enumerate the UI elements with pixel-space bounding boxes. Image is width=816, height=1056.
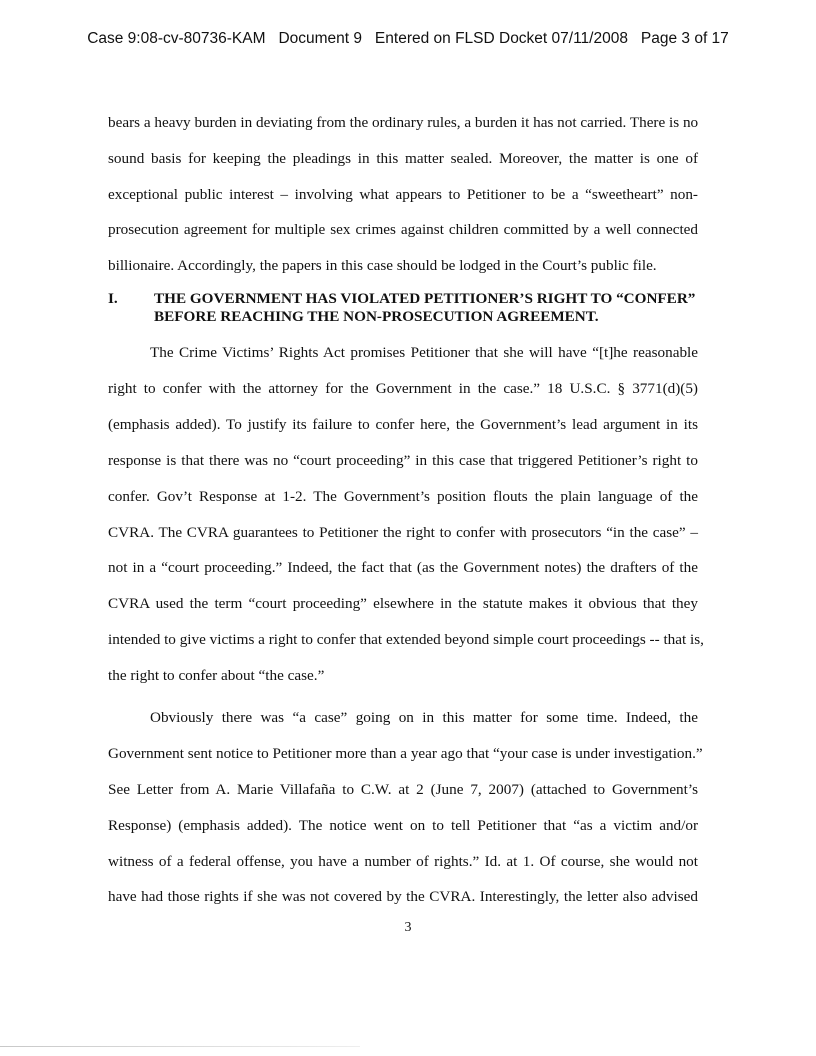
page-number: 3 bbox=[404, 920, 412, 935]
body-line: billionaire. Accordingly, the papers in this case should be lodged in the Court’s public file. bbox=[108, 257, 657, 274]
body-line: CVRA used the term “court proceeding” elsewhere in the statute makes it obvious that they bbox=[108, 595, 698, 612]
body-line: bears a heavy burden in deviating from the ordinary rules, a burden it has not carried. There is no bbox=[108, 114, 699, 131]
section-number: I. bbox=[108, 290, 118, 307]
body-line: prosecution agreement for multiple sex crimes against children committed by a well connected bbox=[108, 221, 698, 238]
body-line: right to confer with the attorney for the Government in the case.” 18 U.S.C. § 3771(d)(5) bbox=[108, 380, 698, 397]
section-heading bbox=[108, 290, 708, 308]
body-line: sound basis for keeping the pleadings in this matter sealed. Moreover, the matter is one of bbox=[108, 150, 698, 167]
body-line: witness of a federal offense, you have a number of rights.” Id. at 1. Of course, she would not bbox=[108, 853, 698, 870]
scan-artifact-line bbox=[0, 1046, 360, 1047]
body-line: confer. Gov’t Response at 1-2. The Government’s position flouts the plain language of the bbox=[108, 488, 698, 505]
section-title-line-2: BEFORE REACHING THE NON-PROSECUTION AGREEMENT. bbox=[154, 308, 599, 325]
body-line: exceptional public interest – involving what appears to Petitioner to be a “sweetheart” non- bbox=[108, 186, 698, 203]
body-line: intended to give victims a right to confer that extended beyond simple court proceedings -- that is, bbox=[108, 631, 704, 648]
section-title-line-1: THE GOVERNMENT HAS VIOLATED PETITIONER’S RIGHT TO “CONFER” bbox=[154, 290, 696, 307]
body-line: See Letter from A. Marie Villafaña to C.W. at 2 (June 7, 2007) (attached to Government’s bbox=[108, 781, 698, 798]
body-line: the right to confer about “the case.” bbox=[108, 667, 325, 684]
body-line: The Crime Victims’ Rights Act promises Petitioner that she will have “[t]he reasonable bbox=[150, 344, 698, 361]
body-line: Government sent notice to Petitioner more than a year ago that “your case is under investigation.” bbox=[108, 745, 703, 762]
section-heading-cont bbox=[108, 308, 708, 326]
body-line: (emphasis added). To justify its failure to confer here, the Government’s lead argument in its bbox=[108, 416, 698, 433]
body-line: Obviously there was “a case” going on in this matter for some time. Indeed, the bbox=[150, 709, 698, 726]
body-line: have had those rights if she was not covered by the CVRA. Interestingly, the letter also advised bbox=[108, 888, 698, 905]
body-line: CVRA. The CVRA guarantees to Petitioner the right to confer with prosecutors “in the case” – bbox=[108, 524, 698, 541]
body-line: response is that there was no “court proceeding” in this case that triggered Petitioner’s right to bbox=[108, 452, 698, 469]
body-line: Response) (emphasis added). The notice went on to tell Petitioner that “as a victim and/or bbox=[108, 817, 698, 834]
body-line: not in a “court proceeding.” Indeed, the fact that (as the Government notes) the drafters of the bbox=[108, 559, 698, 576]
case-header: Case 9:08-cv-80736-KAM Document 9 Entered on FLSD Docket 07/11/2008 Page 3 of 17 bbox=[87, 30, 729, 47]
